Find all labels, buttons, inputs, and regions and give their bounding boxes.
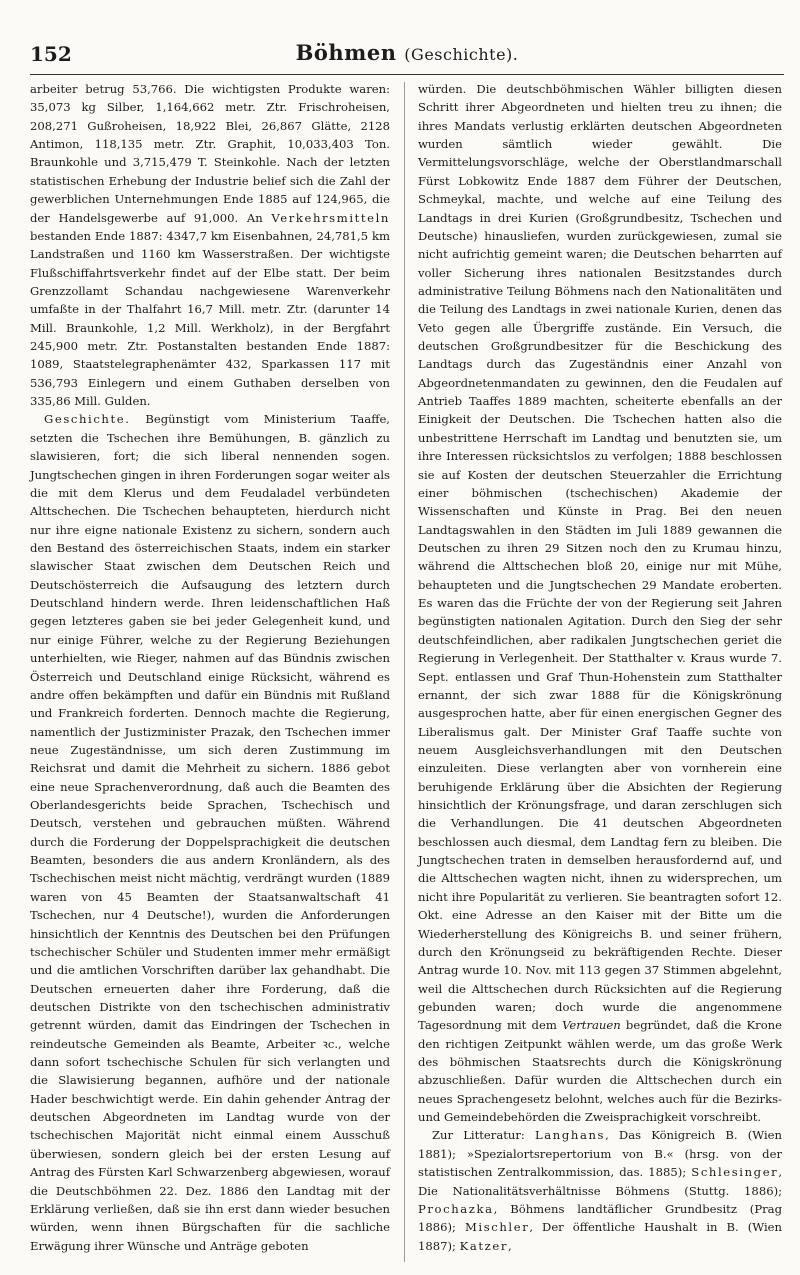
column-divider [404, 82, 405, 1262]
paragraph-history [30, 410, 390, 1255]
literature-entry: , Die Nationalitätsverhältnisse Böhmens (Stuttg. 1886); [418, 1165, 782, 1198]
page-header [30, 40, 784, 72]
literature-entry: , Der öffentliche Haushalt in B. (Wien 1887); [418, 1220, 782, 1253]
keyword-verkehrsmitteln: Verkehrsmitteln [271, 210, 390, 225]
statistics-text: arbeiter betrug 53,766. Die wichtigsten Produkte waren: 35,073 kg Silber, 1,164,662 metr. Ztr. Frischroheisen, 208,271 Gußroheisen, 18,922 Blei, 26,867 Glätte, 2128 Antimon, 118,135 metr. Ztr. Graphit, 10,033,403 Ton. Braunkohle und 3,715,479 T. Steinkohle. Nach der letzten statistischen Erhebung der Industrie belief sich die Zahl der gewerblichen Unternehmungen Ende 1885 auf 124,965, die der Handelsgewerbe auf 91,000. An [30, 82, 390, 225]
literature-entry: , [507, 1238, 512, 1253]
page-number: 152 [30, 42, 72, 66]
literature-author: Katzer [459, 1238, 508, 1253]
literature-entry: , Böhmens landtäflicher Grundbesitz (Prag 1886); [418, 1201, 782, 1235]
header-rule [30, 74, 784, 75]
literature-intro: Zur Litteratur: [432, 1128, 535, 1143]
literature-author: Langhans [534, 1128, 606, 1143]
paragraph-literature [418, 1126, 782, 1255]
statistics-text-continued: bestanden Ende 1887: 4347,7 km Eisenbahnen, 24,781,5 km Landstraßen und 1160 km Wasserstraßen. Der wichtigste Flußschiffahrtsverkehr findet auf der Elbe statt. Der beim Grenzzollamt Schandau nachgewiesene Warenverkehr umfaßte in der Thalfahrt 16,7 Mill. metr. Ztr. (darunter 14 Mill. Braunkohle, 1,2 Mill. Werkholz), in der Bergfahrt 245,900 metr. Ztr. Postanstalten bestanden Ende 1887: 1089, Staatstelegraphenämter 432, Sparkassen 117 mit 536,793 Einlegern und einem Guthaben derselben von 335,86 Mill. Gulden. [30, 228, 390, 409]
left-column [30, 80, 390, 1255]
literature-author: Schlesinger [691, 1165, 779, 1180]
history-text-continued: würden. Die deutschböhmischen Wähler billigten diesen Schritt ihrer Abgeordneten und hielten treu zu ihnen; die ihres Mandats verlustig erklärten deutschen Abgeordneten wurden sämtlich wieder gewählt. Die Vermittelungsvorschläge, welche der Oberstlandmarschall Fürst Lobkowitz Ende 1887 dem Führer der Deutschen, Schmeykal, machte, und welche auf eine Teilung des Landtags in drei Kurien (Großgrundbesitz, Tschechen und Deutsche) hinausliefen, wurden zurückgewiesen, zumal sie nicht aufrichtig gemeint waren; die Deutschen beharrten auf voller Sicherung ihres nationalen Besitzstandes durch administrative Teilung Böhmens nach den Nationalitäten und die Teilung des Landtags in zwei nationale Kurien, denen das Veto gegen alle Übergriffe zustände. Ein Versuch, die deutschen Großgrundbesitzer für die Beschickung des Landtags durch das Zugeständnis einer Anzahl von Abgeordnetenmandaten zu gewinnen, den die Feudalen auf Antrieb Taaffes 1889 machten, scheiterte ebenfalls an der Einigkeit der Deutschen. Die Tschechen hatten also die unbestrittene Herrschaft im Landtag und benutzten sie, um ihre Interessen rücksichtslos zu verfolgen; 1888 beschlossen sie auf Kosten der deutschen Steuerzahler die Errichtung einer böhmischen (tschechischen) Akademie der Wissenschaften und Künste in Prag. Bei den neuen Landtagswahlen in den Städten im Juli 1889 gewannen die Deutschen zu ihren 29 Sitzen noch den zu Krumau hinzu, während die Alttschechen bloß 20, einige nur mit Mühe, behaupteten und die Jungtschechen 29 Mandate eroberten. Es waren das die Früchte der von der Regierung seit Jahren begünstigten nationalen Agitation. Durch den Sieg der sehr deutschfeindlichen, aber radikalen Jungtschechen geriet die Regierung in Verlegenheit. Der Statthalter v. Kraus wurde 7. Sept. entlassen und Graf Thun-Hohenstein zum Statthalter ernannt, der sich zwar 1888 für die Königskrönung ausgesprochen hatte, aber für einen energischen Gegner des Liberalismus galt. Der Minister Graf Taaffe suchte von neuem Ausgleichsverhandlungen mit den Deutschen einzuleiten. Diese verlangten aber von vornherein eine beruhigende Erklärung über die Absichten der Regierung hinsichtlich der Krönungsfrage, und daran zerschlugen sich die Verhandlungen. Die 41 deutschen Abgeordneten beschlossen auch diesmal, dem Landtag fern zu bleiben. Die Jungtschechen traten in demselben herausfordernd auf, und die Alttschechen wagten nicht, ihnen zu widersprechen, um nicht ihre Popularität zu verlieren. Sie beantragten sofort 12. Okt. eine Adresse an den Kaiser mit der Bitte um die Wiederherstellung des Königreichs B. und seiner frühern, durch den Krönungseid zu bekräftigenden Rechte. Dieser Antrag wurde 10. Nov. mit 113 gegen 37 Stimmen abgelehnt, weil die Alttschechen durch Rücksichten auf die Regierung gebunden waren; doch wurde die angenommene Tagesordnung mit dem [418, 82, 782, 1033]
literature-entry: , Das Königreich B. (Wien 1881); »Spezialortsrepertorium von B.« (hrsg. von der statistischen Zentralkommission, das. 1885); [418, 1128, 782, 1180]
paragraph-statistics [30, 80, 390, 410]
right-column [418, 80, 782, 1255]
running-title [30, 40, 784, 65]
keyword-geschichte: Geschichte. [44, 412, 131, 427]
running-title-sub: (Geschichte). [404, 45, 519, 64]
history-text: Begünstigt vom Ministerium Taaffe, setzten die Tschechen ihre Bemühungen, B. gänzlich zu slawisieren, fort; die sich liberal nennenden sogen. Jungtschechen gingen in ihren Forderungen sogar weiter als die mit dem Klerus und dem Feudaladel verbündeten Alttschechen. Die Tschechen behaupteten, hierdurch nicht nur ihre eigne nationale Existenz zu sichern, sondern auch den Bestand des österreichischen Staats, indem ein starker slawischer Staat zwischen dem Deutschen Reich und Deutschösterreich die Aufsaugung des letztern durch Deutschland hindern werde. Ihren leidenschaftlichen Haß gegen letzteres gaben sie bei jeder Gelegenheit kund, und nur einige Führer, welche zu der Regierung Beziehungen unterhielten, wie Rieger, nahmen auf das Bündnis zwischen Österreich und Deutschland einige Rücksicht, während es andre offen bekämpften und dafür ein Bündnis mit Rußland und Frankreich forderten. Dennoch machte die Regierung, namentlich der Justizminister Prazak, den Tschechen immer neue Zugeständnisse, um sich deren Zustimmung im Reichsrat und damit die Mehrheit zu sichern. 1886 gebot eine neue Sprachenverordnung, daß auch die Beamten des Oberlandesgerichts beide Sprachen, Tschechisch und Deutsch, verstehen und gebrauchen müßten. Während durch die Forderung der Doppelsprachigkeit die deutschen Beamten, besonders die aus andern Kronländern, als des Tschechischen meist nicht mächtig, verdrängt wurden (1889 waren von 45 Beamten der Staatsanwaltschaft 41 Tschechen, nur 4 Deutsche!), wurden die Anforderungen hinsichtlich der Kenntnis des Deutschen bei den Prüfungen tschechischer Schüler und Studenten immer mehr ermäßigt und die amtlichen Vorschriften darüber lax gehandhabt. Die Deutschen erneuerten daher ihre Forderung, daß die deutschen Distrikte von den tschechischen administrativ getrennt würden, damit das Eindringen der Tschechen in reindeutsche Gemeinden als Beamte, Arbeiter ꝛc., welche dann sofort tschechische Schulen für sich verlangten und die Slawisierung begannen, aufhöre und der nationale Hader beschwichtigt werde. Ein dahin gehender Antrag der deutschen Abgeordneten im Landtag wurde von der tschechischen Majorität nicht einmal einem Ausschuß überwiesen, sondern gleich bei der ersten Lesung auf Antrag des Fürsten Karl Schwarzenberg abgewiesen, worauf die Deutschböhmen 22. Dez. 1886 den Landtag mit der Erklärung verließen, daß sie ihn erst dann wieder besuchen würden, wenn ihnen Bürgschaften für die sachliche Erwägung ihrer Wünsche und Anträge geboten [30, 412, 390, 1253]
history-text-end: begründet, daß die Krone den richtigen Zeitpunkt wählen werde, um das große Werk des böhmischen Staatsrechts durch die Königskrönung abzuschließen. Dafür wurden die Alttschechen durch ein neues Sprachengesetz belohnt, welches auch für die Bezirks- und Gemeindebehörden die Zweisprachigkeit vorschreibt. [418, 1018, 783, 1125]
literature-author: Mischler [464, 1220, 530, 1235]
italic-vertrauen: Vertrauen [562, 1018, 621, 1033]
running-title-main: Böhmen [295, 40, 397, 65]
paragraph-history-continued [418, 80, 782, 1126]
literature-author: Prochazka [418, 1201, 494, 1216]
